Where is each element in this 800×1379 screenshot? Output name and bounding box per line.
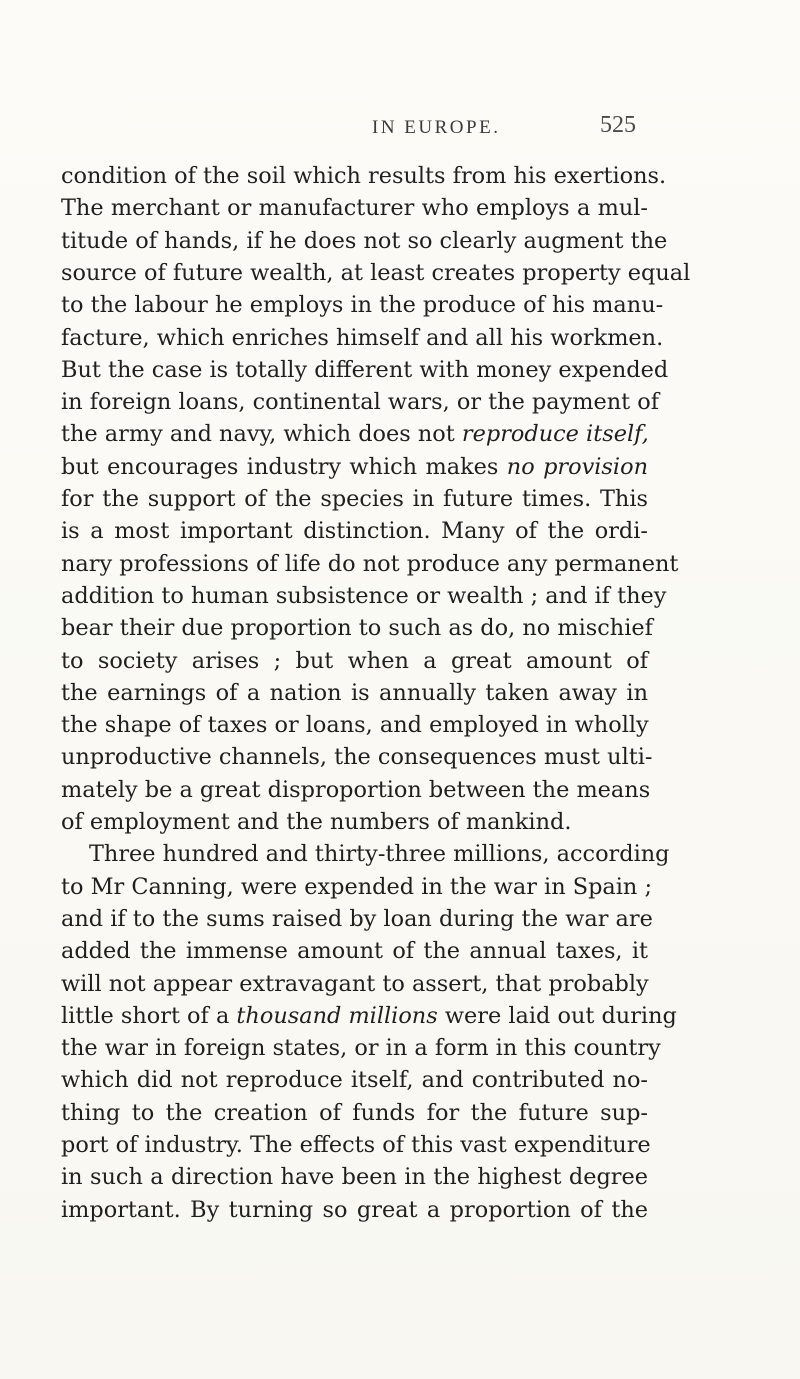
text-line: in such a direction have been in the highest degree (61, 1164, 648, 1191)
text-line: and if to the sums raised by loan during the war are (61, 905, 653, 932)
text-line: to the labour he employs in the produce of his manu- (61, 292, 664, 319)
text-segment: little short of a (61, 1002, 237, 1029)
italic-text: thousand millions (236, 1002, 438, 1029)
text-line: port of industry. The effects of this vast expenditure (61, 1132, 651, 1158)
text-line: But the case is totally different with money expended (61, 356, 669, 383)
text-line: Three hundred and thirty-three millions, according (89, 841, 670, 868)
text-line: source of future wealth, at least creates property equal (61, 259, 691, 286)
running-head: IN EUROPE. (372, 117, 501, 138)
text-line: addition to human subsistence or wealth ; and if they (61, 582, 667, 609)
text-line: The merchant or manufacturer who employs a mul- (61, 195, 648, 222)
text-line: is a most important distinction. Many of the ordi- (61, 518, 648, 545)
text-line (61, 453, 648, 480)
text-line (61, 1002, 677, 1029)
text-line: bear their due proportion to such as do, no mischief (61, 615, 653, 642)
text-line: facture, which enriches himself and all his workmen. (61, 324, 664, 351)
text-line: the shape of taxes or loans, and employed in wholly (61, 712, 649, 739)
text-line: unproductive channels, the consequences must ulti- (61, 744, 653, 771)
text-line: for the support of the species in future times. This (61, 486, 648, 512)
text-line: nary professions of life do not produce any permanent (61, 550, 679, 577)
text-line: titude of hands, if he does not so clearly augment the (61, 227, 668, 254)
text-line: added the immense amount of the annual taxes, it (61, 938, 648, 965)
text-segment: the army and navy, which does not (61, 421, 462, 448)
italic-text: reproduce itself, (461, 421, 649, 448)
text-line: important. By turning so great a proportion of the (61, 1196, 648, 1223)
text-line: of employment and the numbers of mankind. (61, 809, 572, 835)
italic-text: no provision (506, 453, 648, 480)
text-line: which did not reproduce itself, and contributed no- (61, 1067, 648, 1094)
text-line: will not appear extravagant to assert, that probably (61, 970, 649, 997)
text-line: condition of the soil which results from his exertions. (61, 163, 667, 189)
text-line (61, 421, 649, 448)
text-line: the earnings of a nation is annually taken away in (61, 679, 648, 706)
text-line: in foreign loans, continental wars, or the payment of (61, 389, 660, 416)
text-line: to society arises ; but when a great amount of (61, 647, 648, 674)
text-segment: were laid out during (437, 1002, 677, 1029)
text-line: mately be a great disproportion between the means (61, 776, 651, 803)
text-line: the war in foreign states, or in a form in this country (61, 1035, 661, 1062)
text-line: thing to the creation of funds for the future sup- (61, 1099, 648, 1126)
page-number: 525 (600, 112, 636, 138)
text-segment: but encourages industry which makes (61, 453, 507, 480)
text-line: to Mr Canning, were expended in the war in Spain ; (61, 873, 653, 900)
